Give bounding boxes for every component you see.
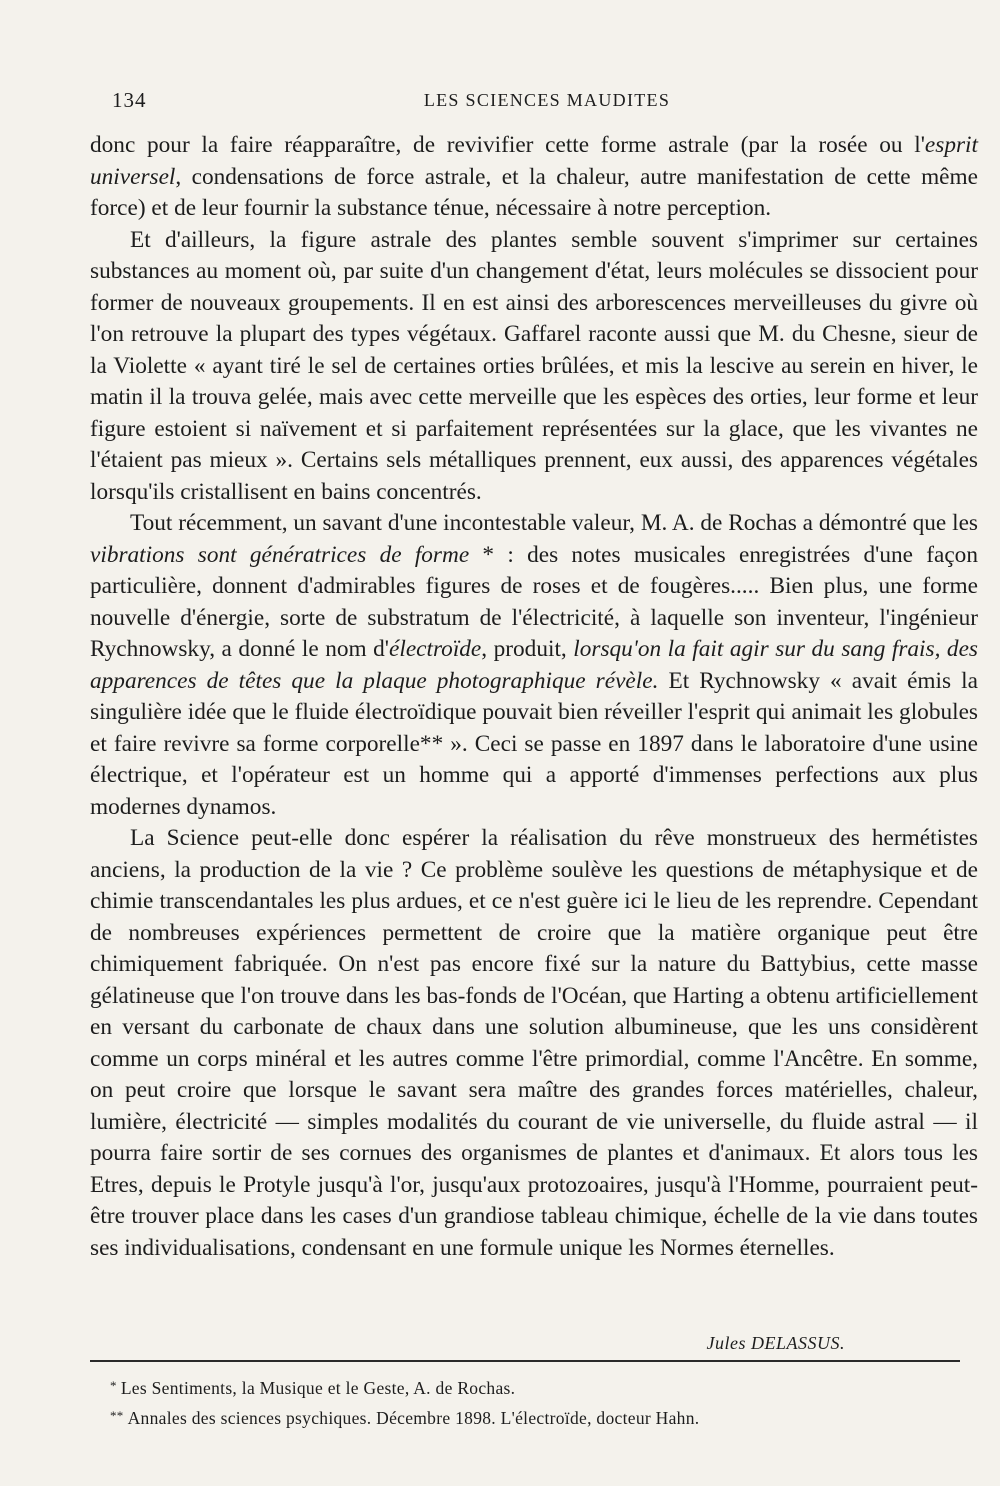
footnote-text: Annales des sciences psychiques. Décembre 1898. L'électroïde, docteur Hahn.: [127, 1408, 700, 1428]
paragraph: [90, 130, 978, 225]
page-number: 134: [112, 88, 147, 112]
italic-text: vibrations sont génératrices de forme: [90, 541, 470, 568]
body-text: [90, 130, 978, 1264]
footnotes: [110, 1372, 950, 1432]
footnote-mark: *: [110, 1378, 117, 1393]
footnote-mark: **: [110, 1408, 124, 1423]
running-title: LES SCIENCES MAUDITES: [423, 90, 671, 110]
text-run: donc pour la faire réapparaître, de revivifier cette forme astrale (par la rosée ou l': [90, 132, 925, 158]
text-run: Et d'ailleurs, la figure astrale des plantes semble souvent s'imprimer sur certaines substances au moment où, par suite d'un changement d'état, leurs molécules se dissocient pour former de nouveaux groupements. Il en est ainsi des arborescences merveilleuses du givre où l'on retrouve la plupart des types végétaux. Gaffarel raconte aussi que M. du Chesne, sieur de la Violette « ayant tiré le sel de certaines orties brûlées, et mis la lescive au serein en hiver, le matin il la trouva gelée, mais avec cette merveille que les espèces des orties, leur forme et leur figure estoient si naïvement et si parfaitement représentées sur la glace, que les vivantes ne l'étaient pas mieux ». Certains sels métalliques prennent, eux aussi, des apparences végétales lorsqu'ils cristallisent en bains concentrés.: [90, 226, 978, 505]
italic-text: lorsqu'on la fait agir sur du sang frais, des apparences de têtes que la plaque photographique révèle.: [90, 636, 978, 694]
footnote-text: Les Sentiments, la Musique et le Geste, A. de Rochas.: [120, 1378, 516, 1398]
page-header: [112, 88, 982, 118]
text-run: * : des notes musicales enregistrées d'une façon particulière, donnent d'admirables figures de roses et de fougères..... Bien plus, une forme nouvelle d'énergie, sorte de substratum de l'électricité, à laquelle son inventeur, l'ingénieur Rychnowsky, a donné le nom d': [90, 541, 978, 662]
footnote: [110, 1372, 950, 1402]
italic-text: électroïde: [389, 636, 482, 662]
footnote-divider: [90, 1360, 960, 1362]
italic-text: esprit universel: [90, 132, 978, 190]
paragraph: [90, 823, 978, 1264]
text-run: Et Rychnowsky « avait émis la singulière idée que le fluide électroïdique pouvait bien réveiller l'esprit qui animait les globules et faire revivre sa forme corporelle** ». Ceci se passe en 1897 dans le laboratoire d'une usine électrique, et l'opérateur est un homme qui a apporté d'immenses perfections aux plus modernes dynamos.: [90, 667, 978, 820]
paragraph: [90, 508, 978, 823]
text-run: Tout récemment, un savant d'une incontestable valeur, M. A. de Rochas a démontré que les: [130, 510, 978, 536]
footnote: [110, 1402, 950, 1432]
author-signature: Jules DELASSUS.: [706, 1333, 845, 1353]
text-run: , produit,: [481, 636, 574, 662]
paragraph: [90, 225, 978, 509]
text-run: La Science peut-elle donc espérer la réalisation du rêve monstrueux des hermétistes anciens, la production de la vie ? Ce problème soulève les questions de métaphysique et de chimie transcendantales les plus ardues, et ce n'est guère ici le lieu de les reprendre. Cependant de nombreuses expériences permettent de croire que la matière organique peut être chimiquement fabriquée. On n'est pas encore fixé sur la nature du Battybius, cette masse gélatineuse que l'on trouve dans les bas-fonds de l'Océan, que Harting a obtenu artificiellement en versant du carbonate de chaux dans une solution albumineuse, que les uns considèrent comme un corps minéral et les autres comme l'être primordial, comme l'Ancêtre. En somme, on peut croire que lorsque le savant sera maître des grandes forces matérielles, chaleur, lumière, électricité — simples modalités du courant de vie universelle, du fluide astral — il pourra faire sortir de ses cornues des organismes de plantes et d'animaux. Et alors tous les Etres, depuis le Protyle jusqu'à l'or, jusqu'aux protozoaires, jusqu'à l'Homme, pourraient peut-être trouver place dans les cases d'un grandiose tableau chimique, échelle de la vie dans toutes ses individualisations, condensant en une formule unique les Normes éternelles.: [90, 825, 978, 1261]
text-run: , condensations de force astrale, et la chaleur, autre manifestation de cette même force) et de leur fournir la substance ténue, nécessaire à notre perception.: [90, 163, 978, 221]
